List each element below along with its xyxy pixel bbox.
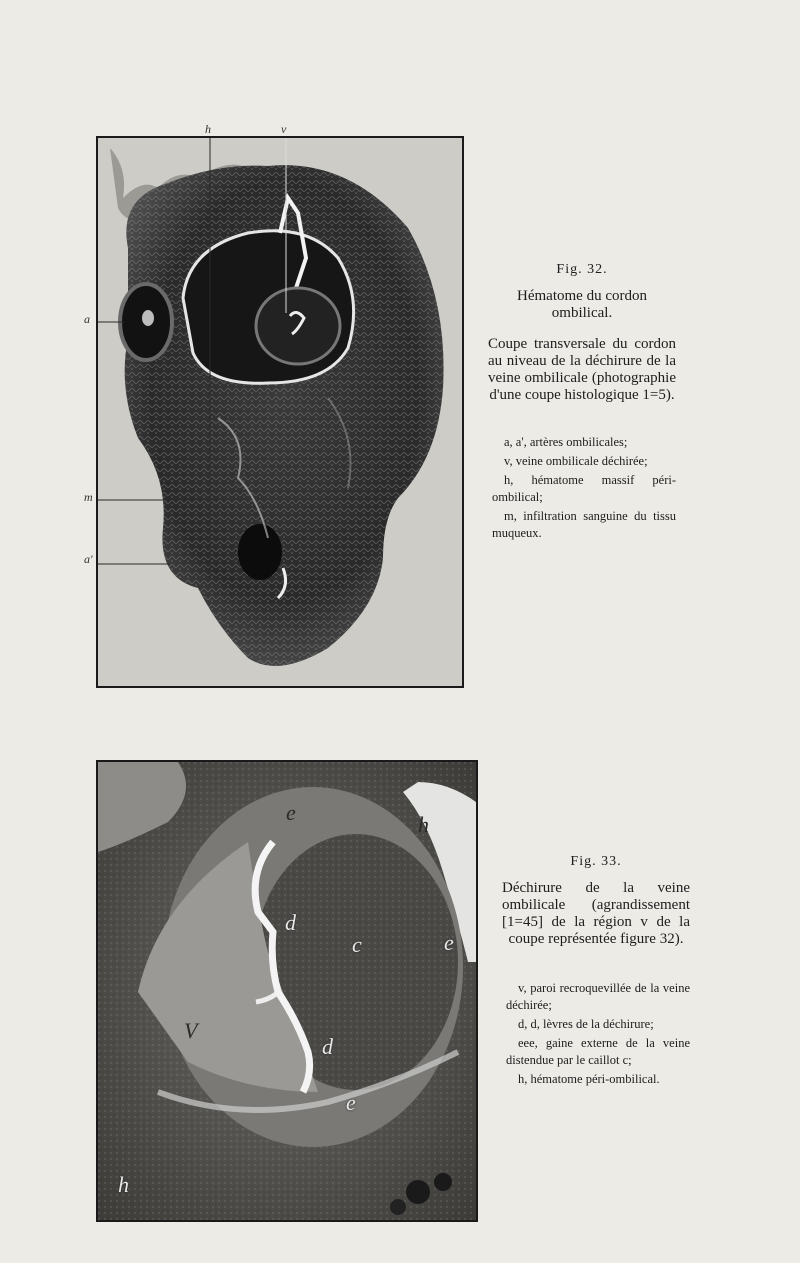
figure-33-legend	[506, 980, 690, 1090]
label-e-right-fig33: e	[444, 930, 454, 955]
figure-32-label: Fig. 32.	[556, 262, 608, 277]
legend-item: d, d, lèvres de la déchirure;	[518, 1017, 654, 1031]
label-h-fig32: h	[205, 122, 211, 136]
legend-item: h, hématome massif péri-ombilical;	[492, 473, 676, 504]
label-a-prime-fig32: a'	[84, 552, 93, 566]
label-a-fig32: a	[84, 312, 90, 326]
legend-item: a, a', artères ombilicales;	[504, 435, 628, 449]
label-e-top-fig33: e	[286, 800, 296, 825]
cord-cross-section-image	[98, 138, 462, 686]
label-h-bottom-fig33: h	[118, 1172, 129, 1197]
figure-32-legend	[492, 434, 676, 544]
label-e-bottom-fig33: e	[346, 1090, 356, 1115]
figure-33-label: Fig. 33.	[570, 854, 622, 869]
label-V-fig33: V	[184, 1018, 198, 1043]
legend-item: eee, gaine externe de la veine distendue par le caillot c;	[506, 1036, 690, 1067]
label-c-fig33: c	[352, 932, 362, 957]
legend-item: m, infiltration sanguine du tissu muqueux.	[492, 509, 676, 540]
figure-32-title: Hématome du cordon ombilical.	[517, 288, 647, 321]
figure-32-photograph	[96, 136, 464, 688]
legend-item: h, hématome péri-ombilical.	[518, 1072, 660, 1086]
legend-item: v, veine ombilicale déchirée;	[504, 454, 648, 468]
label-m-fig32: m	[84, 490, 93, 504]
label-h-top-fig33: h	[418, 812, 429, 837]
label-d-top-fig33: d	[285, 910, 296, 935]
figure-33-title: Déchirure de la veine ombilicale (agrandissement [1=45] de la région v de la coupe représentée figure 32).	[502, 880, 690, 947]
legend-item: v, paroi recroquevillée de la veine déchirée;	[506, 981, 690, 1012]
label-d-bottom-fig33: d	[322, 1034, 333, 1059]
figure-32-caption	[488, 262, 676, 404]
figure-32-description: Coupe transversale du cordon au niveau de la déchirure de la veine ombilicale (photographie d'une coupe histologique 1=5).	[488, 336, 676, 403]
figure-33-caption	[502, 854, 690, 948]
label-v-fig32: v	[281, 122, 287, 136]
